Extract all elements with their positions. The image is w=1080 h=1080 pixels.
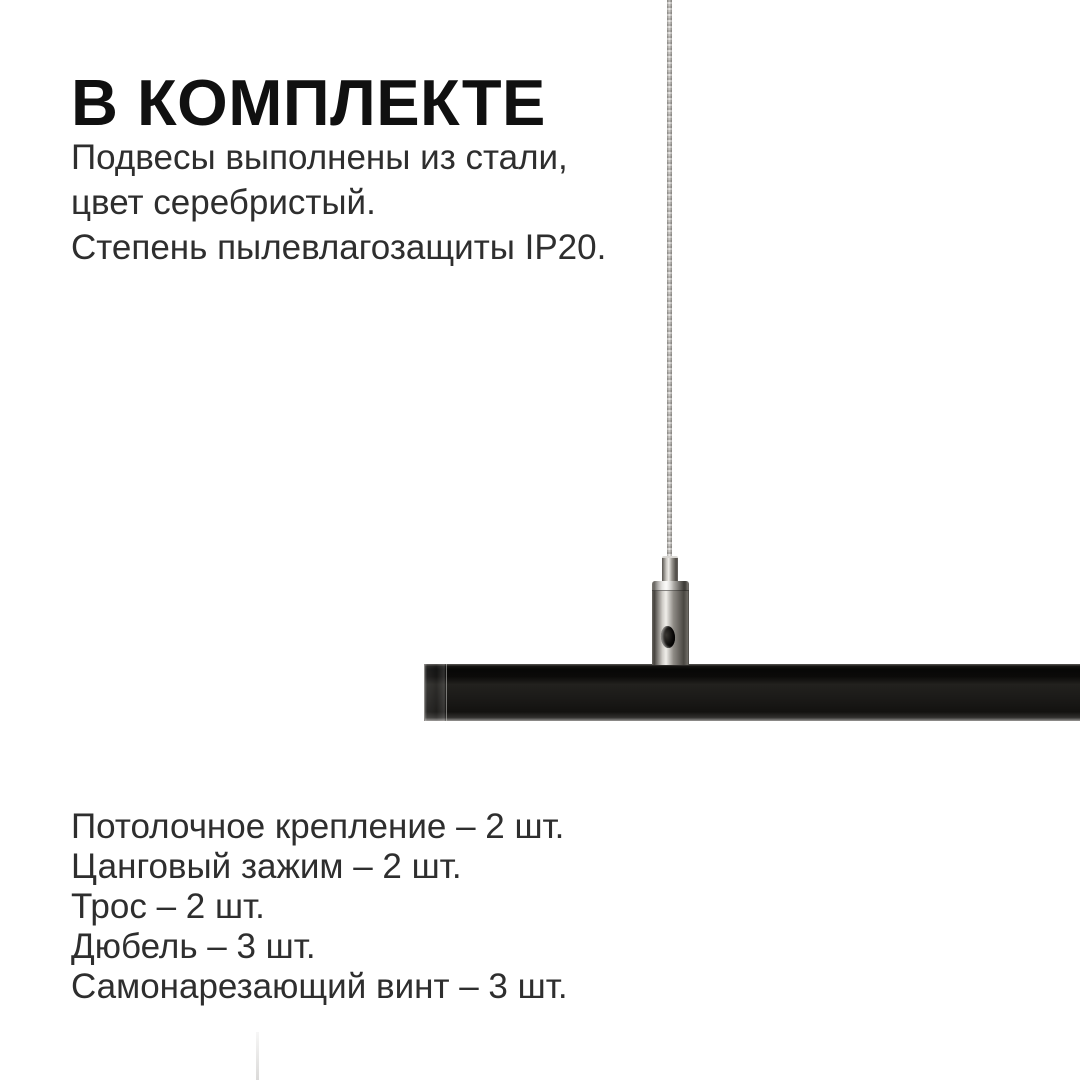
list-item: Потолочное крепление – 2 шт. — [71, 807, 565, 846]
header — [71, 66, 546, 139]
list-item: Дюбель – 3 шт. — [71, 927, 316, 966]
cable-gripper-body — [652, 581, 689, 665]
list-item: Трос – 2 шт. — [71, 887, 265, 926]
next-slide-cable-fragment — [256, 1032, 259, 1080]
steel-cable — [667, 0, 672, 560]
subtitle — [71, 135, 606, 270]
list-item: Самонарезающий винт – 3 шт. — [71, 967, 568, 1006]
subtitle-line: Степень пылевлагозащиты IP20. — [71, 228, 607, 267]
page-title: В КОМПЛЕКТЕ — [71, 66, 546, 139]
cable-gripper-hole — [660, 626, 676, 649]
cable-gripper-rim — [652, 581, 689, 591]
subtitle-line: Подвесы выполнены из стали, — [71, 138, 568, 177]
bar-endcap — [424, 664, 447, 721]
included-items-list — [71, 807, 568, 1007]
light-fixture-bar — [424, 664, 1080, 721]
list-item: Цанговый зажим – 2 шт. — [71, 847, 462, 886]
subtitle-line: цвет серебристый. — [71, 183, 376, 222]
